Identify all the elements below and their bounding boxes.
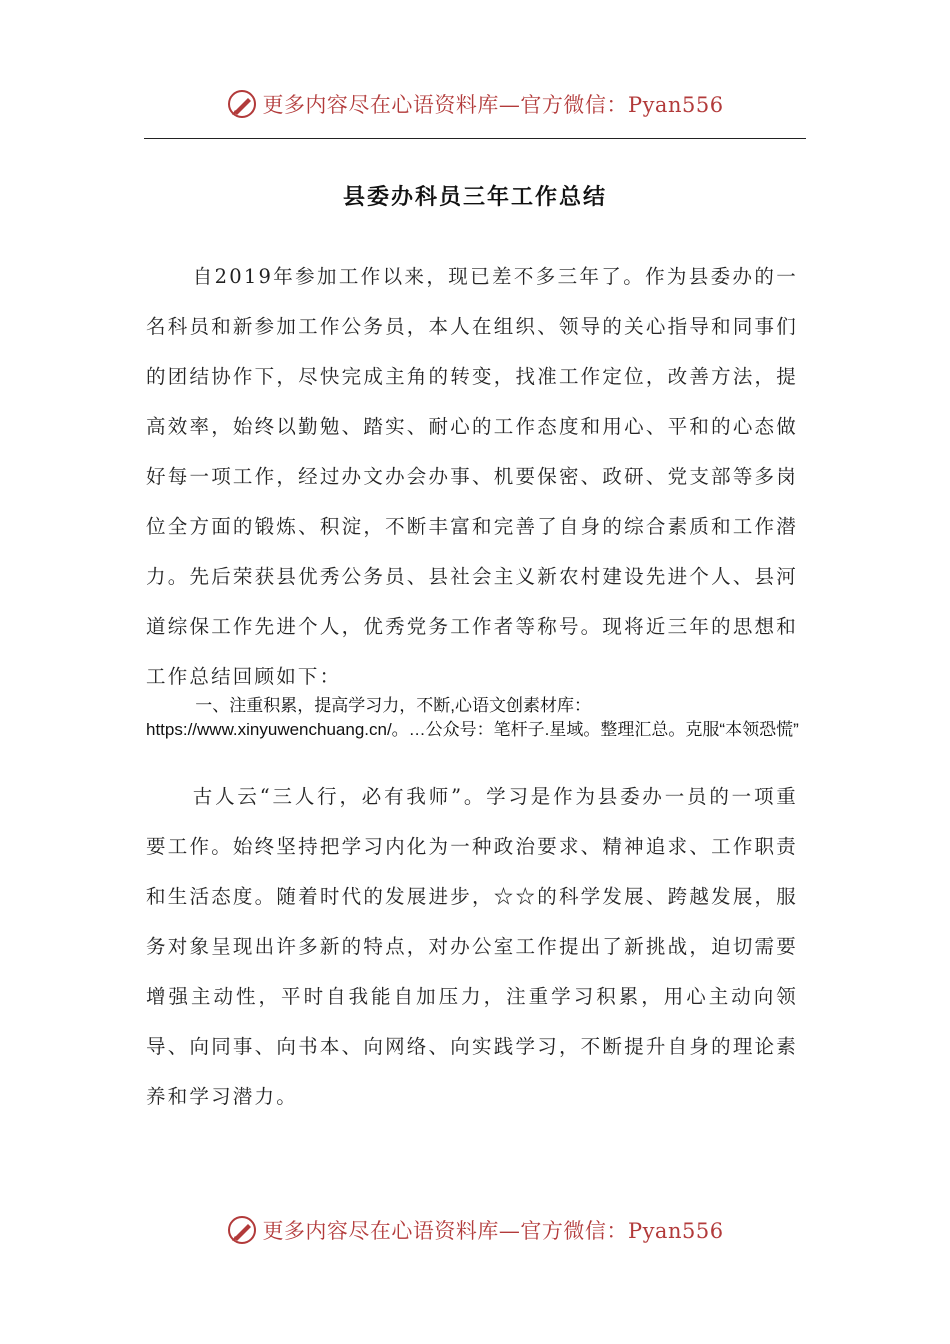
document-title: 县委办科员三年工作总结 [342,185,607,210]
header-divider [144,138,806,139]
paragraph-study: 古人云“三人行，必有我师”。学习是作为县委办一员的一项重要工作。始终坚持把学习内化为一种政治要求、精神追求、工作职责和生活态度。随着时代的发展进步，☆☆的科学发展、跨越发展，服务对象呈现出许多新的特点，对办公室工作提出了新挑战，迫切需要增强主动性，平时自我能自加压力，注重学习积累，用心主动向领导、向同事、向书本、向网络、向实践学习，不断提升自身的理论素养和学习潜力。 [146,785,798,1108]
header-banner-text: 更多内容尽在心语资料库—官方微信：Pyan556 [262,93,724,117]
wechat-id: Pyan556 [627,93,724,117]
pen-logo-icon [226,1214,258,1246]
paragraph-intro: 自2019年参加工作以来，现已差不多三年了。作为县委办的一名科员和新参加工作公务员，本人在组织、领导的关心指导和同事们的团结协作下，尽快完成主角的转变，找准工作定位，改善方法，提高效率，始终以勤勉、踏实、耐心的工作态度和用心、平和的心态做好每一项工作，经过办文办会办事、机要保密、政研、党支部等多岗位全方面的锻炼、积淀，不断丰富和完善了自身的综合素质和工作潜力。先后荣获县优秀公务员、县社会主义新农村建设先进个人、县河道综保工作先进个人，优秀党务工作者等称号。现将近三年的思想和工作总结回顾如下： [146,265,798,688]
footer-banner-text: 更多内容尽在心语资料库—官方微信：Pyan556 [262,1219,724,1243]
section-heading: 一、注重积累，提高学习力，不断,心语文创素材库：https://www.xinyuwenchuang.cn/。…公众号：笔杆子.星域。整理汇总。克服“本领恐慌” [146,696,799,739]
header-banner [0,84,950,124]
pen-logo-icon [226,88,258,120]
wechat-id: Pyan556 [627,1219,724,1243]
footer-banner [0,1210,950,1250]
